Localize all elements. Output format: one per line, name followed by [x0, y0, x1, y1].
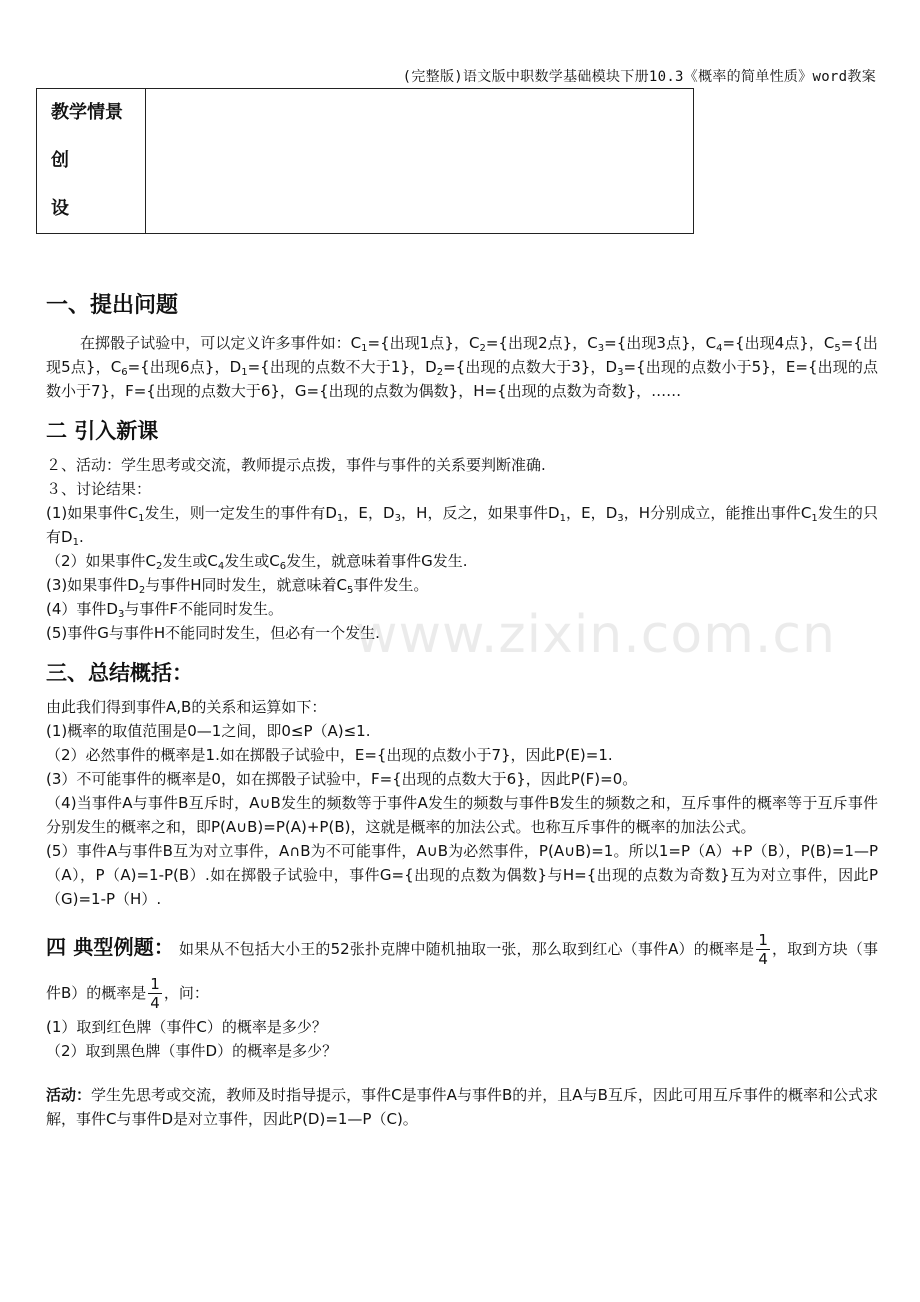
section3-item3: (3）不可能事件的概率是0，如在掷骰子试验中，F={出现的点数大于6}，因此P(F)=0。 — [46, 770, 638, 788]
section1-paragraph: 在掷骰子试验中，可以定义许多事件如：$C_1=${出现1点}，$C_2=${出现2点}，$C_3=${出现3点}，$C_4=${出现4点}，$C_5=${出现5点}，$C_6=${出现6点}，$D_1=${出现的点数不大于1}，$D_2=${出现的点数大于3}，$D_3=${出现的点数小于5}，E={出现的点数小于7}，F={出现的点数大于6}，G={出现的点数为偶数}，H={出现的点数为奇数}，…… — [46, 334, 879, 400]
section3-heading: 三、总结概括： — [46, 661, 193, 685]
section2-heading: 二 引入新课 — [46, 419, 159, 443]
section3-item2: （2）必然事件的概率是1.如在掷骰子试验中，E={出现的点数小于7}，因此P(E)=1. — [46, 746, 613, 764]
scenario-content-cell — [146, 89, 694, 234]
scenario-label-line2: 创设 — [51, 150, 103, 219]
document-body — [46, 288, 878, 1131]
section1-heading: 一、提出问题 — [46, 293, 179, 318]
watermark: www.zixin.com.cn — [355, 605, 836, 665]
scenario-label-cell — [37, 89, 146, 234]
section3-item4: （4)当事件A与事件B互斥时，A∪B发生的频数等于事件A发生的频数与事件B发生的频数之和，互斥事件的概率等于互斥事件分别发生的概率之和，即P(A∪B)=P(A)+P(B)，这就是概率的加法公式。也称互斥事件的概率的加法公式。 — [46, 794, 878, 836]
section4-question2: （2）取到黑色牌（事件D）的概率是多少？ — [46, 1042, 338, 1060]
section2-line1: ２、活动：学生思考或交流，教师提示点拨，事件与事件的关系要判断准确. — [46, 456, 546, 474]
section2-line2: ３、讨论结果： — [46, 480, 152, 498]
teaching-scenario-table — [36, 88, 694, 234]
fraction-one-quarter-2: $\frac{1}{4}$ — [150, 975, 160, 1012]
section4-question1: (1）取到红色牌（事件C）的概率是多少？ — [46, 1018, 327, 1036]
section3-item5: (5）事件A与事件B互为对立事件，A∩B为不可能事件，A∪B为必然事件，P(A∪B)=1。所以1=P（A）+P（B），P(B)=1—P（A），P（A)=1-P(B）.如在掷骰子试验中，事件G={出现的点数为偶数}与H={出现的点数为奇数}互为对立事件，因此P（G)=1-P（H）. — [46, 842, 878, 908]
fraction-one-quarter: $\frac{1}{4}$ — [758, 931, 768, 968]
document-header: (完整版)语文版中职数学基础模块下册10.3《概率的简单性质》word教案 — [402, 69, 876, 85]
section2-item2: （2）如果事件$C_2$发生或$C_4$发生或$C_6$发生，就意味着事件G发生. — [46, 552, 468, 572]
section2-item5: (5)事件G与事件H不能同时发生，但必有一个发生. — [46, 624, 380, 642]
section3-intro: 由此我们得到事件A,B的关系和运算如下： — [46, 698, 327, 716]
scenario-label-line1: 教学情景 — [51, 102, 123, 123]
section2-item4: (4）事件$D_3$与事件F不能同时发生。 — [46, 600, 283, 620]
section2-item3: (3)如果事件$D_2$与事件H同时发生，就意味着$C_5$事件发生。 — [46, 576, 429, 596]
section2-item1: (1)如果事件$C_1$发生，则一定发生的事件有$D_1$，E，$D_3$，H，反之，如果事件$D_1$，E，$D_3$，H分别成立，能推出事件$C_1$发生的只有$D_1$. — [46, 504, 878, 548]
section4-example: 四 典型例题： 如果从不包括大小王的52张扑克牌中随机抽取一张，那么取到红心（事件A）的概率是 $\frac{1}{4}$ ，取到方块（事件B）的概率是 $\frac{1}{4}$ ，问： — [46, 931, 878, 1012]
activity-label: 活动： — [46, 1086, 92, 1104]
activity-paragraph: 活动：学生先思考或交流，教师及时指导提示，事件C是事件A与事件B的并，且A与B互斥，因此可用互斥事件的概率和公式求解，事件C与事件D是对立事件，因此P(D)=1—P（C)。 — [46, 1086, 878, 1128]
section4-heading: 四 典型例题： — [46, 935, 175, 959]
section3-item1: (1)概率的取值范围是0—1之间，即0≤P（A)≤1. — [46, 722, 371, 740]
